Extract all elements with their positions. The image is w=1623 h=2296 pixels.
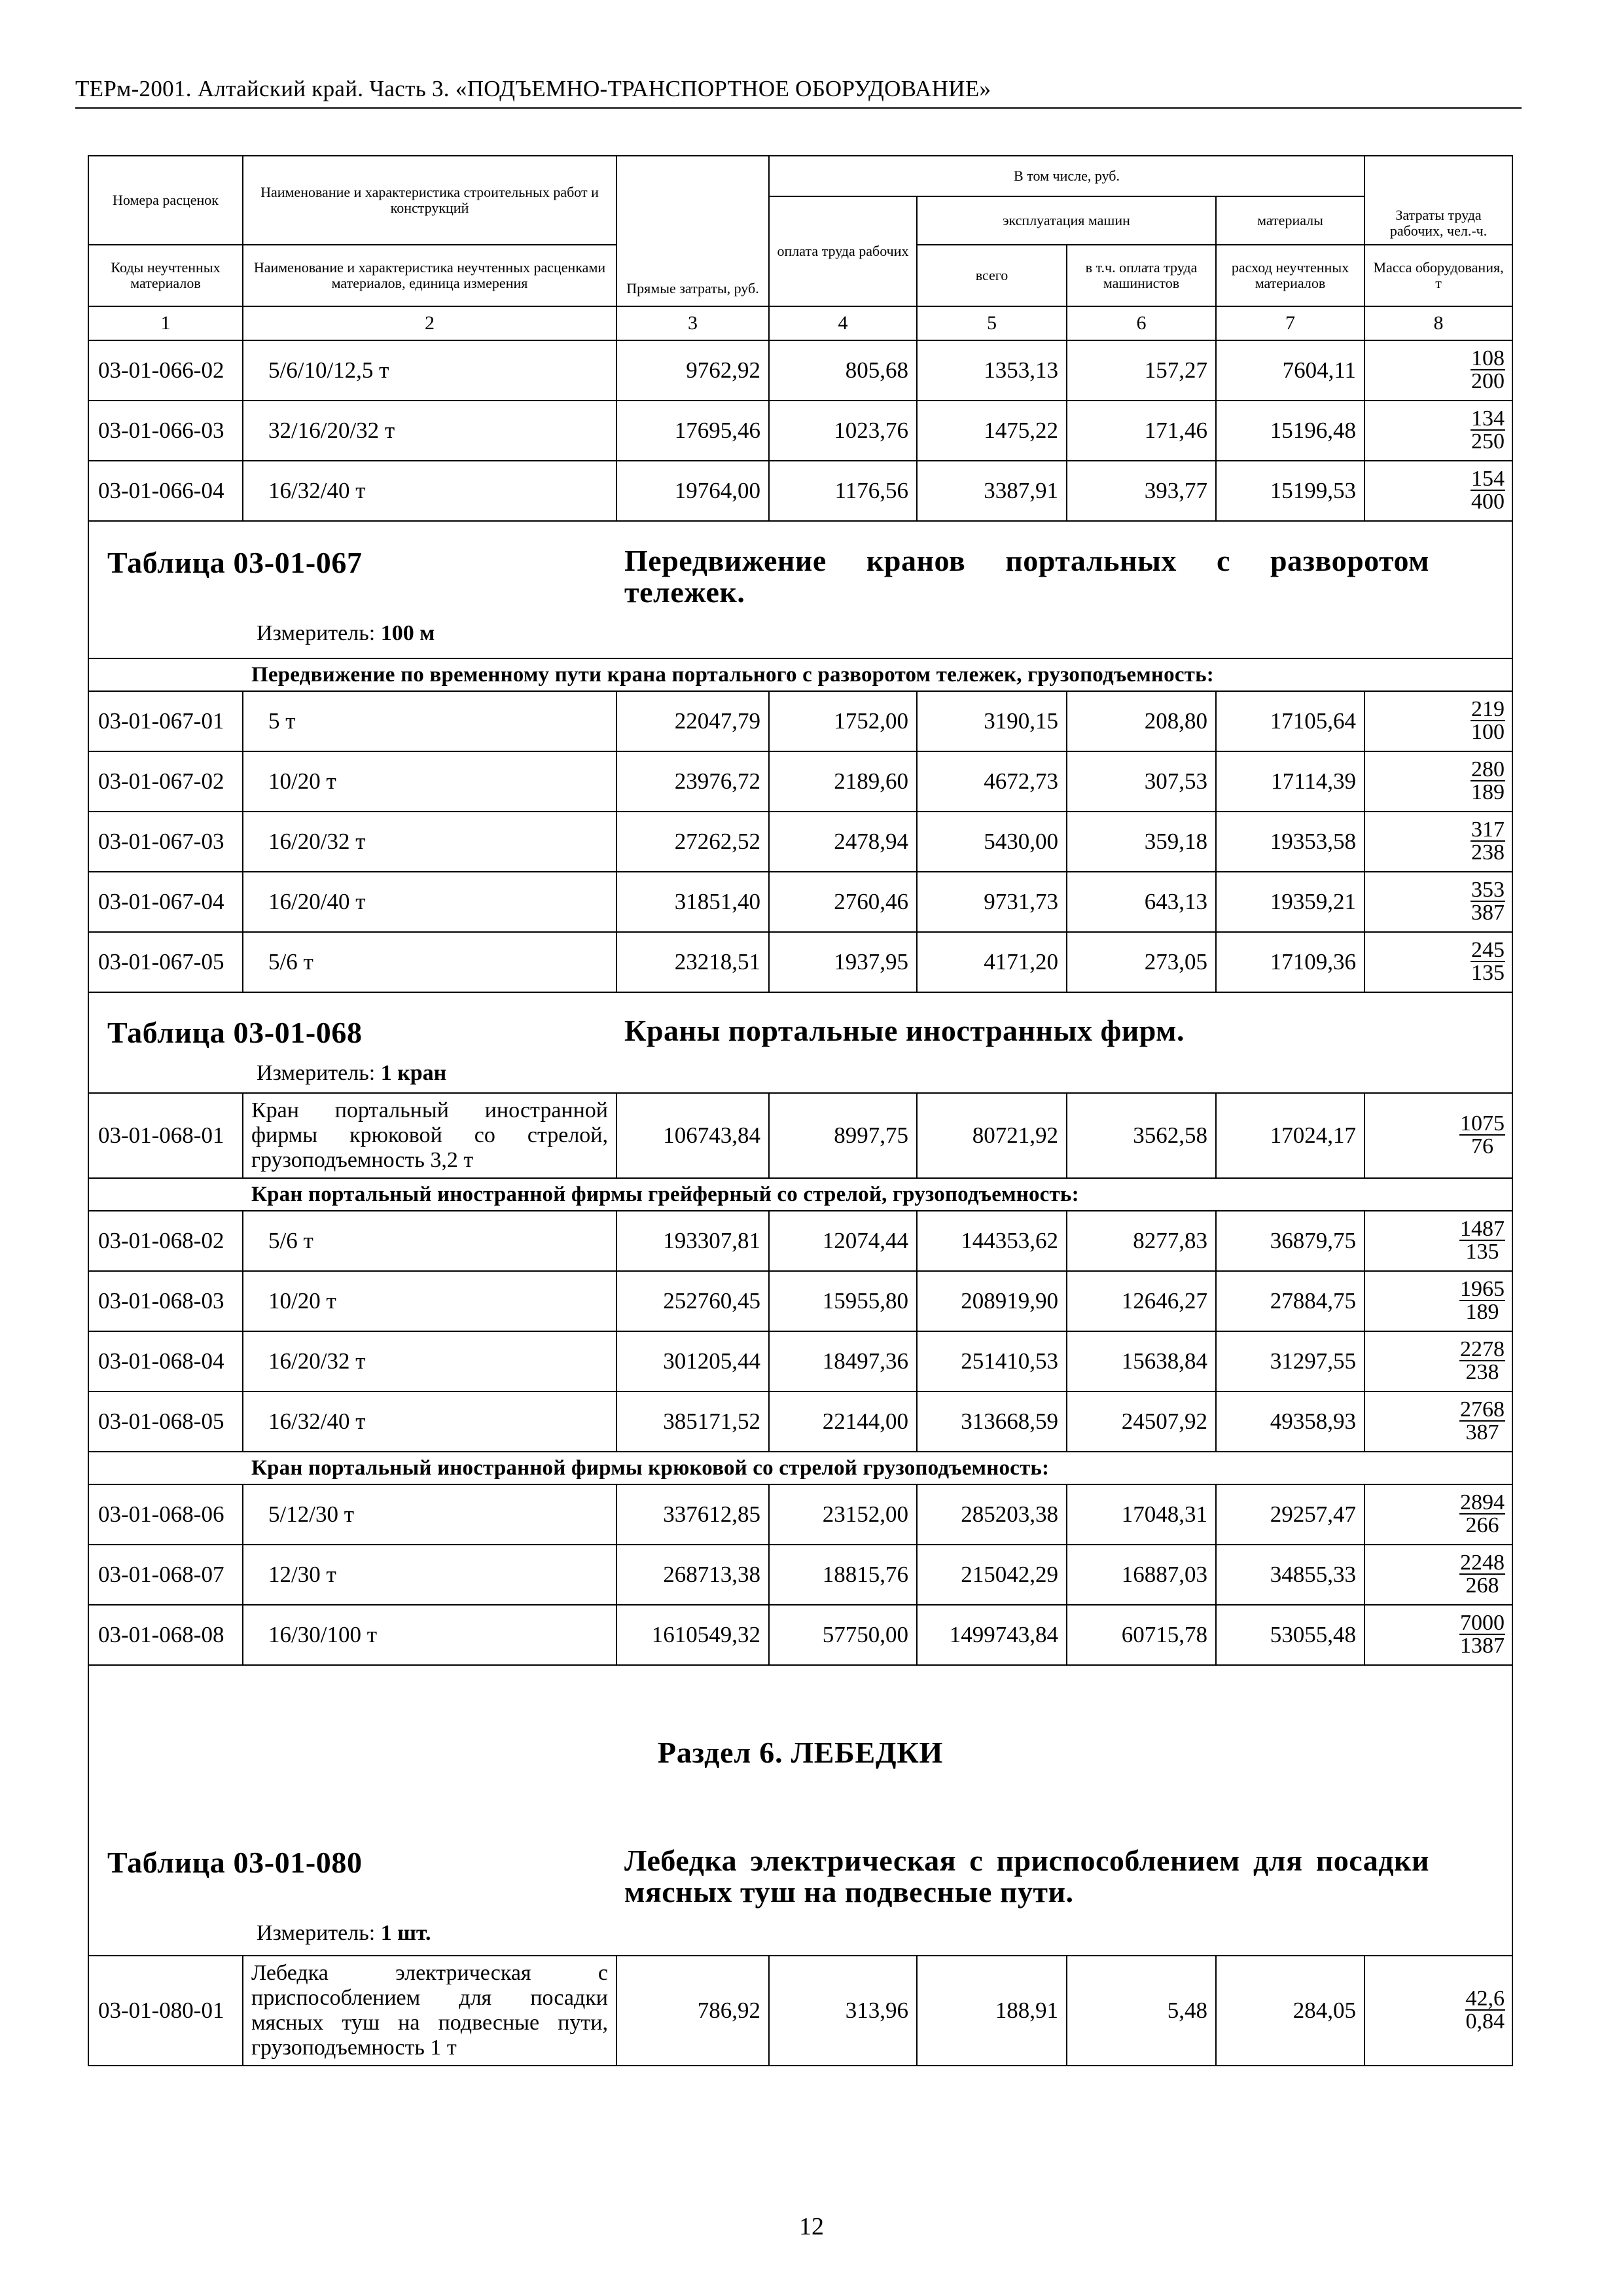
table-row [88,1331,1512,1391]
col-material-names-header: Наименование и характеристика неучтенных расценками материалов, единица измерения [243,245,616,306]
labor-hours: 1487 [1460,1216,1505,1241]
rate-code: 03-01-067-05 [88,932,243,992]
column-number: 7 [1216,306,1364,340]
col-rate-numbers-header: Номера расценок [88,156,243,245]
machinist-pay: 60715,78 [1067,1605,1216,1665]
table-068-subheading-2: Кран портальный иностранной фирмы крюковой со стрелой грузоподъемность: [88,1452,1512,1484]
table-row [88,1391,1512,1452]
direct-cost: 385171,52 [616,1391,769,1452]
machines-total: 4171,20 [917,932,1067,992]
table-row [88,1271,1512,1331]
equipment-mass: 135 [1465,1239,1499,1264]
rates-table [88,155,1513,2066]
table-row [88,1605,1512,1665]
machinist-pay: 15638,84 [1067,1331,1216,1391]
table-row [88,691,1512,751]
direct-cost: 193307,81 [616,1211,769,1271]
rate-code: 03-01-066-03 [88,401,243,461]
machinist-pay: 3562,58 [1067,1093,1216,1178]
equipment-mass: 1387 [1460,1633,1505,1658]
labor-mass-fraction [1364,1545,1512,1605]
table-row [88,751,1512,812]
labor-hours: 2248 [1460,1550,1505,1575]
equipment-mass: 268 [1465,1573,1499,1598]
col-direct-costs-header: Прямые затраты, руб. [616,156,769,306]
rate-name: 5 т [243,691,616,751]
machines-total: 3190,15 [917,691,1067,751]
machines-total: 188,91 [917,1956,1067,2066]
direct-cost: 268713,38 [616,1545,769,1605]
col-work-name-header: Наименование и характеристика строительных работ и конструкций [243,156,616,245]
machines-total: 144353,62 [917,1211,1067,1271]
table-068-heading [88,992,1512,1093]
labor-pay: 805,68 [769,340,917,401]
rate-code: 03-01-068-02 [88,1211,243,1271]
table-068-title: Краны портальные иностранных фирм. [624,1014,1185,1047]
labor-hours: 2894 [1460,1490,1505,1515]
measure-value: 1 шт. [380,1921,431,1945]
rate-name: 16/20/32 т [243,1331,616,1391]
rate-name: 16/32/40 т [243,1391,616,1452]
measure-value: 100 м [380,621,435,645]
rate-name: 12/30 т [243,1545,616,1605]
header-row-1 [88,156,1512,196]
col-material-codes-header: Коды неучтенных материалов [88,245,243,306]
labor-mass-fraction [1364,1211,1512,1271]
materials-cost: 7604,11 [1216,340,1364,401]
table-080-label: Таблица 03-01-080 [107,1846,363,1879]
col-machinist-pay-header: в т.ч. оплата труда машинистов [1067,245,1216,306]
machinist-pay: 171,46 [1067,401,1216,461]
materials-cost: 17024,17 [1216,1093,1364,1178]
labor-pay: 8997,75 [769,1093,917,1178]
materials-cost: 49358,93 [1216,1391,1364,1452]
direct-cost: 9762,92 [616,340,769,401]
labor-pay: 1176,56 [769,461,917,521]
labor-mass-fraction [1364,1484,1512,1545]
table-068-label: Таблица 03-01-068 [107,1016,363,1049]
machines-total: 80721,92 [917,1093,1067,1178]
col-machines-total-header: всего [917,245,1067,306]
section-title: Раздел 6. ЛЕБЕДКИ [657,1736,944,1769]
rate-code: 03-01-068-03 [88,1271,243,1331]
machinist-pay: 359,18 [1067,812,1216,872]
column-number: 4 [769,306,917,340]
materials-cost: 19359,21 [1216,872,1364,932]
table-067-measure [257,621,435,646]
equipment-mass: 100 [1471,719,1505,744]
labor-mass-fraction [1364,872,1512,932]
labor-hours: 108 [1471,346,1505,370]
materials-cost: 53055,48 [1216,1605,1364,1665]
labor-pay: 12074,44 [769,1211,917,1271]
machinist-pay: 273,05 [1067,932,1216,992]
labor-pay: 18815,76 [769,1545,917,1605]
labor-hours: 353 [1471,877,1505,902]
labor-mass-fraction [1364,1391,1512,1452]
equipment-mass: 238 [1471,840,1505,865]
labor-pay: 1752,00 [769,691,917,751]
direct-cost: 106743,84 [616,1093,769,1178]
labor-mass-fraction [1364,751,1512,812]
col-labor-costs-header: Затраты труда рабочих, чел.-ч. [1364,156,1512,245]
materials-cost: 284,05 [1216,1956,1364,2066]
labor-mass-fraction [1364,1956,1512,2066]
section-6-heading [88,1665,1512,1956]
labor-pay: 15955,80 [769,1271,917,1331]
column-number: 2 [243,306,616,340]
machinist-pay: 643,13 [1067,872,1216,932]
labor-mass-fraction [1364,1605,1512,1665]
table-row [88,872,1512,932]
column-number: 1 [88,306,243,340]
rate-name: 5/12/30 т [243,1484,616,1545]
rate-name: Кран портальный иностранной фирмы крюковой со стрелой, грузоподъемность 3,2 т [243,1093,616,1178]
machines-total: 1353,13 [917,340,1067,401]
labor-mass-fraction [1364,401,1512,461]
rate-name: 16/32/40 т [243,461,616,521]
materials-cost: 34855,33 [1216,1545,1364,1605]
table-row [88,932,1512,992]
materials-cost: 15199,53 [1216,461,1364,521]
col-labor-pay-header: оплата труда рабочих [769,196,917,306]
machines-total: 9731,73 [917,872,1067,932]
col-equipment-mass-header: Масса оборудования, т [1364,245,1512,306]
table-row [88,1211,1512,1271]
rate-name: 16/30/100 т [243,1605,616,1665]
table-068-subheading-1: Кран портальный иностранной фирмы грейферный со стрелой, грузоподъемность: [88,1178,1512,1211]
table-row [88,340,1512,401]
direct-cost: 17695,46 [616,401,769,461]
rate-name: 32/16/20/32 т [243,401,616,461]
labor-pay: 313,96 [769,1956,917,2066]
equipment-mass: 387 [1471,900,1505,925]
labor-pay: 2478,94 [769,812,917,872]
section-6-heading-cell [88,1665,1512,1956]
equipment-mass: 189 [1471,780,1505,804]
rate-code: 03-01-080-01 [88,1956,243,2066]
table-067-subheading: Передвижение по временному пути крана портального с разворотом тележек, грузоподъемность: [88,658,1512,691]
labor-mass-fraction [1364,340,1512,401]
labor-mass-fraction [1364,461,1512,521]
labor-hours: 219 [1471,696,1505,721]
measure-label: Измеритель: [257,1061,376,1085]
machines-total: 285203,38 [917,1484,1067,1545]
labor-hours: 2768 [1460,1397,1505,1422]
table-080-title: Лебедка электрическая с приспособлением для посадки мясных туш на подвесные пути. [624,1844,1429,1909]
col-machines-header: эксплуатация машин [917,196,1216,245]
rate-name: 16/20/40 т [243,872,616,932]
table-row [88,1093,1512,1178]
direct-cost: 23218,51 [616,932,769,992]
machinist-pay: 5,48 [1067,1956,1216,2066]
labor-hours: 2278 [1460,1336,1505,1361]
machinist-pay: 157,27 [1067,340,1216,401]
direct-cost: 337612,85 [616,1484,769,1545]
table-080-measure [257,1921,431,1946]
machinist-pay: 307,53 [1067,751,1216,812]
labor-mass-fraction [1364,1271,1512,1331]
labor-pay: 22144,00 [769,1391,917,1452]
labor-hours: 280 [1471,757,1505,781]
labor-hours: 134 [1471,406,1505,431]
rate-code: 03-01-067-02 [88,751,243,812]
labor-hours: 154 [1471,466,1505,491]
table-067-title: Передвижение кранов портальных с разворотом тележек. [624,544,1429,609]
labor-pay: 1937,95 [769,932,917,992]
equipment-mass: 135 [1471,960,1505,985]
labor-pay: 57750,00 [769,1605,917,1665]
machines-total: 208919,90 [917,1271,1067,1331]
materials-cost: 29257,47 [1216,1484,1364,1545]
labor-hours: 1075 [1460,1111,1505,1136]
equipment-mass: 200 [1471,368,1505,393]
materials-cost: 15196,48 [1216,401,1364,461]
machines-total: 1475,22 [917,401,1067,461]
machines-total: 215042,29 [917,1545,1067,1605]
machinist-pay: 17048,31 [1067,1484,1216,1545]
labor-mass-fraction [1364,812,1512,872]
table-067-label: Таблица 03-01-067 [107,546,363,579]
column-numbers-row [88,306,1512,340]
table-068-subheading-1-row [88,1178,1512,1211]
table-row [88,1545,1512,1605]
labor-hours: 42,6 [1465,1986,1505,2011]
rate-name: 5/6/10/12,5 т [243,340,616,401]
direct-cost: 786,92 [616,1956,769,2066]
materials-cost: 17114,39 [1216,751,1364,812]
column-number: 3 [616,306,769,340]
labor-hours: 317 [1471,817,1505,842]
table-067-subheading-row [88,658,1512,691]
machines-total: 5430,00 [917,812,1067,872]
labor-hours: 245 [1471,937,1505,962]
col-materials-consumption-header: расход неучтенных материалов [1216,245,1364,306]
rate-name: 5/6 т [243,1211,616,1271]
page-number: 12 [799,2213,824,2240]
column-number: 8 [1364,306,1512,340]
rate-code: 03-01-066-02 [88,340,243,401]
measure-label: Измеритель: [257,1921,376,1945]
equipment-mass: 238 [1465,1359,1499,1384]
labor-pay: 18497,36 [769,1331,917,1391]
direct-cost: 252760,45 [616,1271,769,1331]
rate-code: 03-01-067-04 [88,872,243,932]
labor-mass-fraction [1364,691,1512,751]
materials-cost: 19353,58 [1216,812,1364,872]
machinist-pay: 8277,83 [1067,1211,1216,1271]
equipment-mass: 387 [1465,1420,1499,1444]
column-number: 6 [1067,306,1216,340]
rate-code: 03-01-067-01 [88,691,243,751]
table-068-heading-cell [88,992,1512,1093]
labor-pay: 1023,76 [769,401,917,461]
including-header: В том числе, руб. [769,156,1364,196]
machines-total: 251410,53 [917,1331,1067,1391]
rate-code: 03-01-068-08 [88,1605,243,1665]
labor-mass-fraction [1364,1093,1512,1178]
table-067-heading-cell [88,521,1512,658]
machines-total: 1499743,84 [917,1605,1067,1665]
table-row [88,461,1512,521]
direct-cost: 19764,00 [616,461,769,521]
materials-cost: 36879,75 [1216,1211,1364,1271]
labor-mass-fraction [1364,932,1512,992]
machines-total: 313668,59 [917,1391,1067,1452]
rate-name: 10/20 т [243,751,616,812]
rate-name: Лебедка электрическая с приспособлением для посадки мясных туш на подвесные пути, грузоподъемность 1 т [243,1956,616,2066]
measure-value: 1 кран [380,1061,447,1085]
rate-code: 03-01-068-05 [88,1391,243,1452]
rate-code: 03-01-066-04 [88,461,243,521]
running-header: ТЕРм-2001. Алтайский край. Часть 3. «ПОДЪЕМНО-ТРАНСПОРТНОЕ ОБОРУДОВАНИЕ» [75,73,1522,109]
rate-name: 16/20/32 т [243,812,616,872]
direct-cost: 23976,72 [616,751,769,812]
rate-name: 10/20 т [243,1271,616,1331]
equipment-mass: 266 [1465,1513,1499,1537]
measure-label: Измеритель: [257,621,376,645]
direct-cost: 31851,40 [616,872,769,932]
direct-cost: 27262,52 [616,812,769,872]
materials-cost: 27884,75 [1216,1271,1364,1331]
direct-cost: 22047,79 [616,691,769,751]
machines-total: 4672,73 [917,751,1067,812]
table-row [88,1484,1512,1545]
labor-pay: 2760,46 [769,872,917,932]
rate-code: 03-01-068-06 [88,1484,243,1545]
materials-cost: 31297,55 [1216,1331,1364,1391]
table-068-subheading-2-row [88,1452,1512,1484]
machinist-pay: 12646,27 [1067,1271,1216,1331]
rate-code: 03-01-067-03 [88,812,243,872]
labor-hours: 7000 [1460,1610,1505,1635]
table-row [88,1956,1512,2066]
equipment-mass: 250 [1471,429,1505,454]
machinist-pay: 24507,92 [1067,1391,1216,1452]
table-row [88,812,1512,872]
rate-code: 03-01-068-01 [88,1093,243,1178]
equipment-mass: 76 [1471,1134,1494,1158]
rate-name: 5/6 т [243,932,616,992]
table-row [88,401,1512,461]
direct-cost: 1610549,32 [616,1605,769,1665]
machinist-pay: 16887,03 [1067,1545,1216,1605]
equipment-mass: 0,84 [1465,2009,1505,2034]
direct-cost: 301205,44 [616,1331,769,1391]
rate-code: 03-01-068-07 [88,1545,243,1605]
labor-mass-fraction [1364,1331,1512,1391]
labor-pay: 23152,00 [769,1484,917,1545]
machines-total: 3387,91 [917,461,1067,521]
column-number: 5 [917,306,1067,340]
rate-code: 03-01-068-04 [88,1331,243,1391]
col-materials-header: материалы [1216,196,1364,245]
machinist-pay: 208,80 [1067,691,1216,751]
materials-cost: 17105,64 [1216,691,1364,751]
labor-hours: 1965 [1460,1276,1505,1301]
table-067-heading [88,521,1512,658]
machinist-pay: 393,77 [1067,461,1216,521]
table-068-measure [257,1061,446,1086]
materials-cost: 17109,36 [1216,932,1364,992]
equipment-mass: 400 [1471,489,1505,514]
equipment-mass: 189 [1465,1299,1499,1324]
labor-pay: 2189,60 [769,751,917,812]
